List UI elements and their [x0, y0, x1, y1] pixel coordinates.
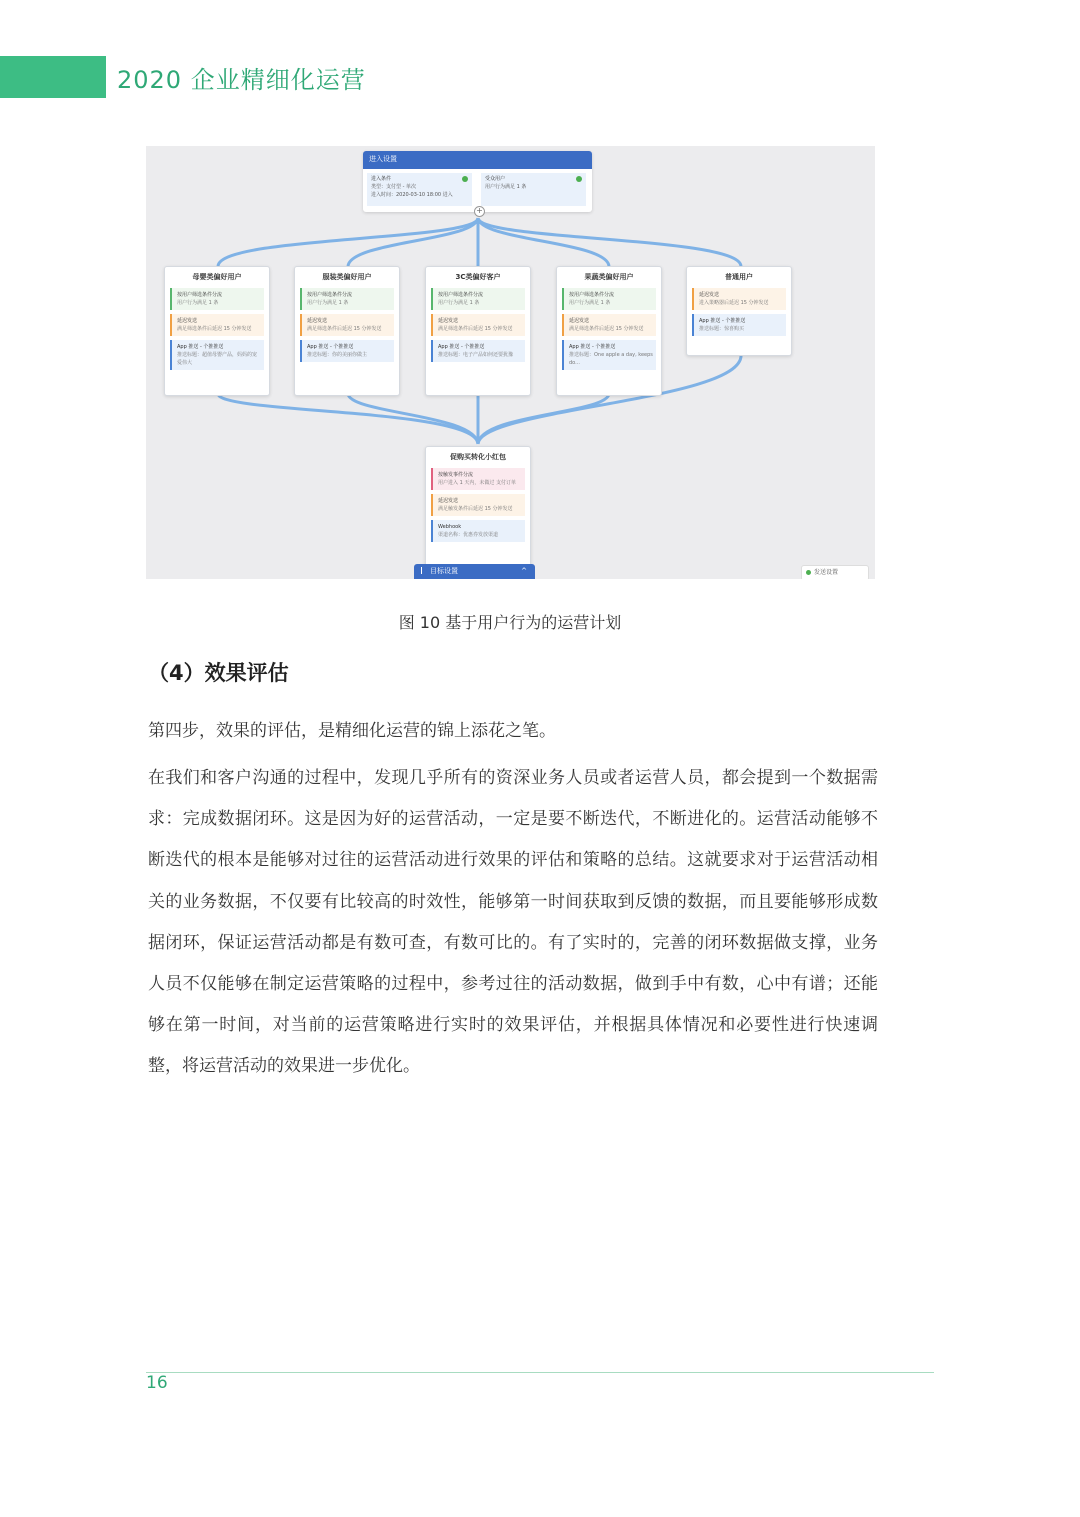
target-settings-label: 目标设置	[430, 567, 458, 575]
body-paragraph: 在我们和客户沟通的过程中，发现几乎所有的资深业务人员或者运营人员，都会提到一个数据需求：完成数据闭环。这是因为好的运营活动，一定是要不断迭代，不断进化的。运营活动能够不断迭代的根本是能够对过往的运营活动进行效果的评估和策略的总结。这就要求对于运营活动相关的业务数据，不仅要有比较高的时效性，能够第一时间获取到反馈的数据，而且要能够形成数据闭环，保证运营活动都是有数可查，有数可比的。有了实时的，完善的闭环数据做支撑，业务人员不仅能够在制定运营策略的过程中，参考过往的活动数据，做到手中有数，心中有谱；还能够在第一时间，对当前的运营策略进行实时的效果评估，并根据具体情况和必要性进行快速调整，将运营活动的效果进一步优化。	[148, 768, 878, 1077]
flow-step[interactable]	[300, 314, 394, 336]
flow-step[interactable]	[300, 340, 394, 362]
entry-settings-card[interactable]	[363, 151, 592, 212]
flow-step-desc: 用户行为满足 1 条	[307, 300, 349, 306]
flow-step-title: 按用户筛选条件分流	[438, 292, 484, 298]
flow-step-desc: 满足筛选条件后延迟 15 分钟发送	[569, 326, 644, 332]
flow-step[interactable]	[431, 314, 525, 336]
flow-step-desc: 推送标题：One apple a day, keeps do...	[569, 352, 653, 366]
entry-condition-line: 类型：支付型 - 单次	[371, 184, 416, 190]
header-accent-bar	[0, 56, 106, 98]
flow-step[interactable]	[562, 340, 656, 370]
branch-card-title: 3C类偏好客户	[455, 273, 501, 281]
branch-card[interactable]	[686, 266, 792, 356]
flow-step[interactable]	[170, 288, 264, 310]
flow-step-desc: 推送标题：电子产品如何还要犹豫	[438, 352, 514, 358]
flow-step-title: App 推送 - 个推推送	[699, 318, 746, 324]
flow-step-title: App 推送 - 个推推送	[438, 344, 485, 350]
check-icon	[576, 176, 582, 182]
branch-card-title: 服装类偏好用户	[322, 273, 372, 281]
flow-step[interactable]	[170, 340, 264, 370]
entry-settings-title: 进入设置	[363, 151, 592, 169]
flow-step[interactable]	[431, 494, 525, 516]
flow-step-title: 延迟发送	[438, 498, 459, 504]
flow-step-desc: 推送标题：超值母婴产品，妈妈的宠爱伟大	[177, 352, 258, 366]
section-title: （4）效果评估	[148, 661, 289, 685]
flow-step-desc: 进入策略器后延迟 15 分钟发送	[699, 300, 769, 306]
flow-step-title: App 推送 - 个推推送	[569, 344, 616, 350]
footer-divider	[146, 1372, 934, 1373]
flow-step-desc: 推送标题：你的美丽你做主	[307, 352, 368, 358]
body-paragraph: 第四步，效果的评估，是精细化运营的锦上添花之笔。	[148, 721, 556, 741]
flow-step-desc: 满足筛选条件后延迟 15 分钟发送	[177, 326, 252, 332]
flow-step-desc: 满足触发条件后延迟 15 分钟发送	[438, 506, 513, 512]
flow-step-title: Webhook	[438, 524, 462, 530]
entry-users-line: 用户行为满足 1 条	[485, 184, 527, 190]
flow-step[interactable]	[300, 288, 394, 310]
flow-step-title: 按用户筛选条件分流	[307, 292, 353, 298]
flow-step-desc: 渠道名称：优惠券发放渠道	[438, 532, 499, 538]
flow-step[interactable]	[692, 314, 786, 336]
operation-plan-figure	[146, 146, 875, 579]
flow-step[interactable]	[431, 288, 525, 310]
send-settings-button[interactable]	[801, 565, 869, 579]
connector-top-2	[348, 218, 478, 266]
branch-card-title: 母婴类偏好用户	[192, 273, 242, 281]
flow-step[interactable]	[562, 314, 656, 336]
document-header-title: 2020 企业精细化运营	[117, 66, 366, 94]
connector-bottom-1	[218, 394, 478, 444]
final-card[interactable]	[425, 446, 531, 573]
flow-step-title: App 推送 - 个推推送	[307, 344, 354, 350]
add-node-icon[interactable]: +	[474, 206, 485, 217]
flow-step-desc: 用户行为满足 1 条	[177, 300, 219, 306]
flow-step-title: 延迟发送	[307, 318, 328, 324]
entry-condition-line: 进入时间：2020-03-10 18:00 进入	[371, 192, 453, 198]
flow-step[interactable]	[431, 340, 525, 362]
branch-card[interactable]	[556, 266, 662, 396]
branch-card-title: 果蔬类偏好用户	[584, 273, 634, 281]
flow-step-desc: 用户进入 1 天内，未做过 支付订单	[438, 480, 516, 486]
entry-users-title: 受众用户	[485, 176, 506, 182]
chevron-up-icon: ^	[521, 567, 527, 575]
flow-step-title: 按触发事件分流	[438, 472, 474, 478]
final-card-title: 促购买转化小红包	[450, 453, 506, 461]
flow-step-title: App 推送 - 个推推送	[177, 344, 224, 350]
page-number: 16	[146, 1373, 168, 1393]
flow-step-title: 延迟发送	[699, 292, 720, 298]
flow-step-desc: 用户行为满足 1 条	[569, 300, 611, 306]
connector-bottom-4	[478, 394, 609, 444]
flow-step-desc: 推送标题：惊喜购买	[699, 326, 745, 332]
flow-step[interactable]	[431, 468, 525, 490]
entry-users-box[interactable]	[481, 173, 586, 206]
entry-condition-box[interactable]	[367, 173, 472, 206]
flow-step-desc: 满足筛选条件后延迟 15 分钟发送	[438, 326, 513, 332]
branch-card[interactable]	[294, 266, 400, 396]
send-settings-label: 发送设置	[814, 569, 839, 576]
flow-step-desc: 用户行为满足 1 条	[438, 300, 480, 306]
figure-caption: 图 10 基于用户行为的运营计划	[398, 613, 622, 632]
flow-step-title: 延迟发送	[569, 318, 590, 324]
branch-card-title: 普通用户	[725, 273, 753, 281]
branch-card[interactable]	[164, 266, 270, 396]
target-settings-button[interactable]	[414, 564, 535, 579]
flow-step[interactable]	[692, 288, 786, 310]
connector-top-5	[478, 218, 741, 266]
flow-step[interactable]	[431, 520, 525, 542]
flow-step[interactable]	[170, 314, 264, 336]
entry-condition-title: 进入条件	[371, 176, 392, 182]
flag-icon	[421, 567, 427, 574]
connector-top-1	[218, 218, 478, 266]
flow-step[interactable]	[562, 288, 656, 310]
flow-step-title: 延迟发送	[177, 318, 198, 324]
flow-step-title: 按用户筛选条件分流	[569, 292, 615, 298]
check-icon	[462, 176, 468, 182]
branch-card[interactable]	[425, 266, 531, 396]
status-dot-icon	[806, 570, 811, 575]
flow-step-desc: 满足筛选条件后延迟 15 分钟发送	[307, 326, 382, 332]
connector-top-4	[478, 218, 609, 266]
flow-step-title: 延迟发送	[438, 318, 459, 324]
flow-step-title: 按用户筛选条件分流	[177, 292, 223, 298]
